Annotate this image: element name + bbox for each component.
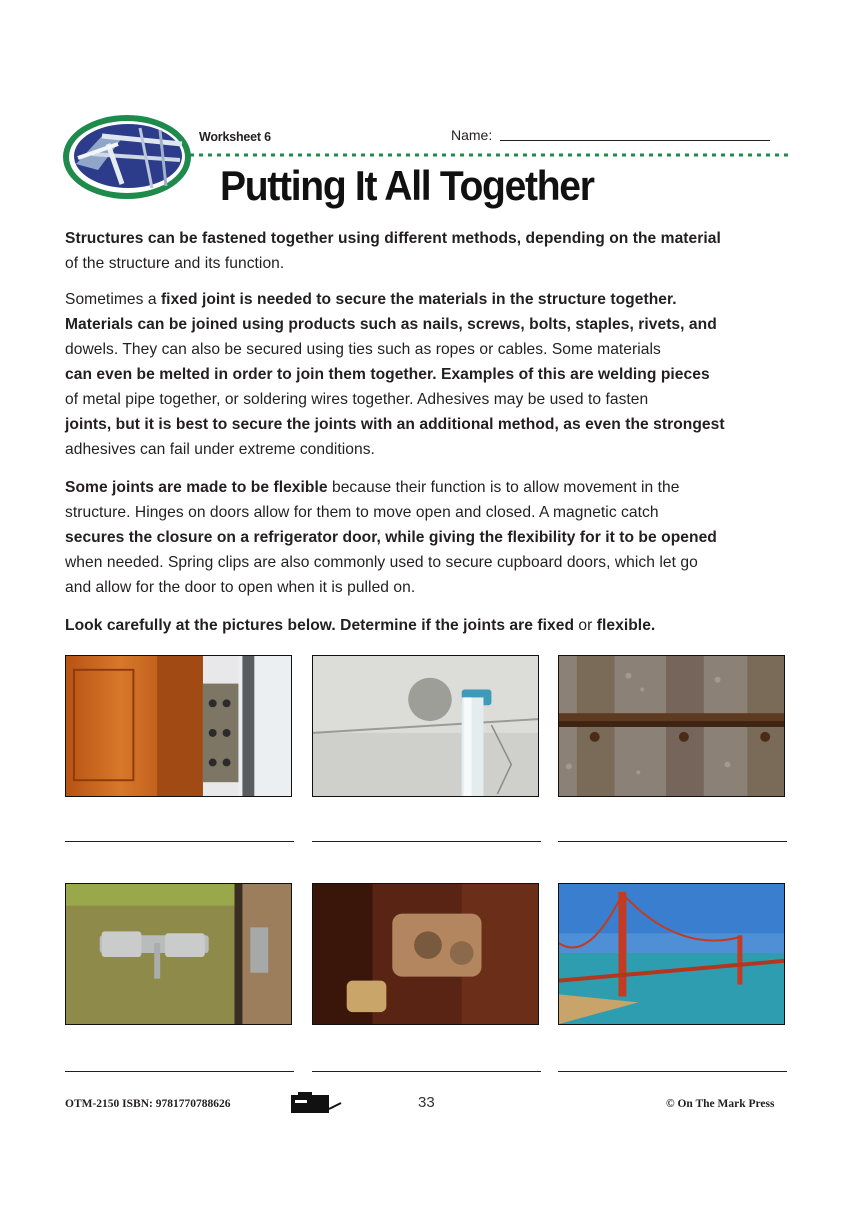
flexible-line-3: secures the closure on a refrigerator door, while giving the flexibility for it to be opened	[65, 529, 717, 546]
page-title: Putting It All Together	[220, 162, 594, 209]
structure-logo-icon	[62, 114, 192, 200]
answer-line-2[interactable]	[312, 841, 541, 842]
photo-door-hinge	[65, 655, 292, 797]
fixed-line-7: adhesives can fail under extreme conditions.	[65, 441, 375, 458]
photo-railway-track	[558, 655, 785, 797]
fixed-line-5: of metal pipe together, or soldering wires together. Adhesives may be used to fasten	[65, 391, 649, 408]
flexible-joint-paragraph	[65, 475, 793, 600]
fixed-line-1a: Sometimes a	[65, 291, 161, 308]
flexible-line-4: when needed. Spring clips are also commonly used to secure cupboard doors, which let go	[65, 554, 698, 571]
answer-line-6[interactable]	[558, 1071, 787, 1072]
footer-isbn: OTM-2150 ISBN: 9781770788626	[65, 1098, 231, 1110]
answer-line-5[interactable]	[312, 1071, 541, 1072]
intro-line-1: Structures can be fastened together using different methods, depending on the material	[65, 230, 721, 247]
instruction-or: or	[574, 617, 597, 634]
fixed-line-4: can even be melted in order to join them together. Examples of this are welding pieces	[65, 366, 710, 383]
instruction-fixed: fixed	[537, 617, 575, 634]
fixed-line-6: joints, but it is best to secure the joints with an additional method, as even the strongest	[65, 416, 725, 433]
publisher-icon	[290, 1091, 342, 1115]
answer-line-3[interactable]	[558, 841, 787, 842]
photo-magnetic-catch	[312, 883, 539, 1025]
name-answer-line[interactable]	[500, 140, 770, 141]
fixed-line-3: dowels. They can also be secured using ties such as ropes or cables. Some materials	[65, 341, 661, 358]
photo-barrel-bolt	[65, 883, 292, 1025]
instruction-main: Look carefully at the pictures below. Determine if the joints are	[65, 617, 538, 634]
answer-line-1[interactable]	[65, 841, 294, 842]
fixed-line-2: Materials can be joined using products such as nails, screws, bolts, staples, rivets, and	[65, 316, 717, 333]
intro-paragraph	[65, 226, 793, 276]
header-dotted-rule	[190, 153, 788, 157]
photo-suspension-bridge	[558, 883, 785, 1025]
intro-line-2: of the structure and its function.	[65, 255, 285, 272]
answer-line-4[interactable]	[65, 1071, 294, 1072]
instruction-flexible: flexible.	[596, 617, 656, 634]
flexible-line-5: and allow for the door to open when it is pulled on.	[65, 579, 416, 596]
fixed-joint-paragraph	[65, 287, 793, 462]
flexible-line-1a: Some joints are made to be flexible	[65, 479, 328, 496]
fixed-line-1b: is needed to secure the materials in the structure together.	[235, 291, 677, 308]
worksheet-label: Worksheet 6	[199, 130, 271, 144]
page-number: 33	[418, 1094, 435, 1111]
footer-copyright: © On The Mark Press	[666, 1098, 775, 1110]
flexible-line-2: structure. Hinges on doors allow for them to move open and closed. A magnetic catch	[65, 504, 659, 521]
photo-welded-pipe	[312, 655, 539, 797]
name-label: Name:	[451, 127, 493, 143]
flexible-line-1b: because their function is to allow movement in the	[327, 479, 680, 496]
instruction-text	[65, 613, 793, 638]
fixed-joint-term: fixed joint	[160, 291, 236, 308]
